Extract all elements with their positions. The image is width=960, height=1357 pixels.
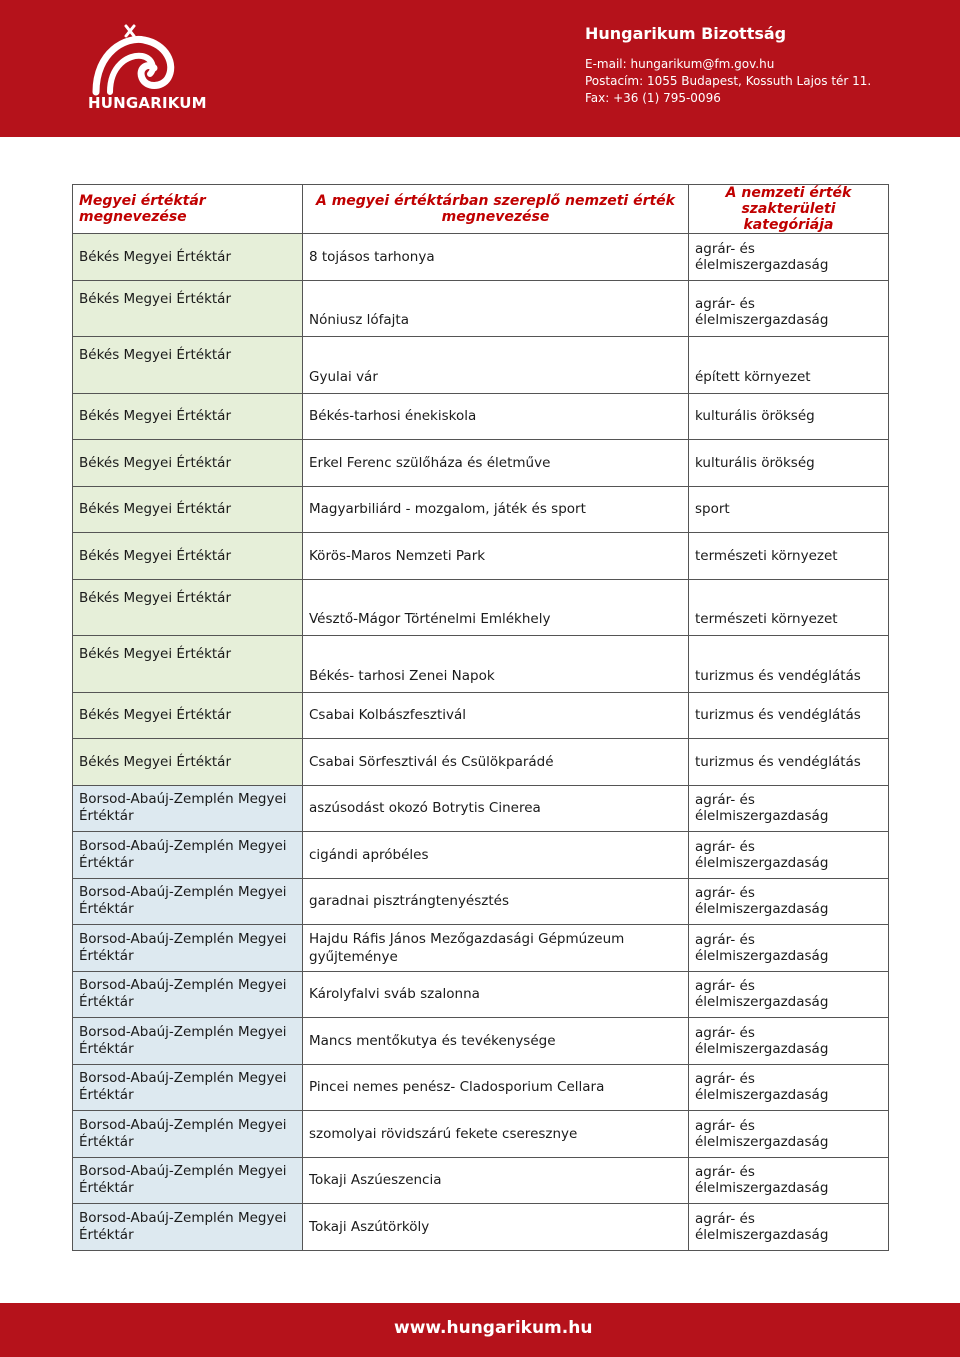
table-row xyxy=(73,1111,889,1158)
postal-address: Postacím: 1055 Budapest, Kossuth Lajos tér 11. xyxy=(585,74,872,88)
value-cell: Tokaji Aszútörköly xyxy=(303,1204,689,1251)
category-cell: agrár- és élelmiszergazdaság xyxy=(689,280,889,337)
county-cell: Borsod-Abaúj-Zemplén Megyei Értéktár xyxy=(73,878,303,925)
county-cell: Békés Megyei Értéktár xyxy=(73,739,303,786)
table-row xyxy=(73,280,889,337)
table-row xyxy=(73,533,889,580)
brand-wordmark: HUNGARIKUM xyxy=(88,94,207,112)
table-row xyxy=(73,1064,889,1111)
value-cell: Csabai Kolbászfesztivál xyxy=(303,692,689,739)
category-cell: kulturális örökség xyxy=(689,393,889,440)
county-cell: Békés Megyei Értéktár xyxy=(73,486,303,533)
category-cell: turizmus és vendéglátás xyxy=(689,739,889,786)
table-header-row xyxy=(73,185,889,234)
category-cell: természeti környezet xyxy=(689,533,889,580)
category-cell: agrár- és élelmiszergazdaság xyxy=(689,878,889,925)
values-register-table xyxy=(72,184,889,1251)
table-row xyxy=(73,785,889,832)
county-cell: Borsod-Abaúj-Zemplén Megyei Értéktár xyxy=(73,785,303,832)
category-cell: agrár- és élelmiszergazdaság xyxy=(689,1157,889,1204)
table-row xyxy=(73,1157,889,1204)
county-cell: Békés Megyei Értéktár xyxy=(73,280,303,337)
category-cell: agrár- és élelmiszergazdaság xyxy=(689,971,889,1018)
value-cell: garadnai pisztrángtenyésztés xyxy=(303,878,689,925)
value-cell: Vésztő-Mágor Történelmi Emlékhely xyxy=(303,579,689,636)
county-cell: Békés Megyei Értéktár xyxy=(73,636,303,693)
value-cell: Csabai Sörfesztivál és Csülökparádé xyxy=(303,739,689,786)
category-cell: agrár- és élelmiszergazdaság xyxy=(689,1018,889,1065)
category-cell: agrár- és élelmiszergazdaság xyxy=(689,925,889,972)
county-cell: Borsod-Abaúj-Zemplén Megyei Értéktár xyxy=(73,1111,303,1158)
letterhead xyxy=(0,0,960,137)
value-cell: Károlyfalvi sváb szalonna xyxy=(303,971,689,1018)
county-cell: Borsod-Abaúj-Zemplén Megyei Értéktár xyxy=(73,1018,303,1065)
footer-bar xyxy=(0,1303,960,1357)
category-cell: természeti környezet xyxy=(689,579,889,636)
county-cell: Békés Megyei Értéktár xyxy=(73,440,303,487)
county-cell: Borsod-Abaúj-Zemplén Megyei Értéktár xyxy=(73,1204,303,1251)
value-cell: 8 tojásos tarhonya xyxy=(303,234,689,281)
email-line[interactable]: E-mail: hungarikum@fm.gov.hu xyxy=(585,57,775,71)
contact-block xyxy=(585,24,871,107)
table-row xyxy=(73,739,889,786)
category-cell: épített környezet xyxy=(689,337,889,394)
county-cell: Borsod-Abaúj-Zemplén Megyei Értéktár xyxy=(73,925,303,972)
table-body xyxy=(73,234,889,1251)
table-row xyxy=(73,1204,889,1251)
table-row xyxy=(73,832,889,879)
table-row xyxy=(73,971,889,1018)
county-cell: Borsod-Abaúj-Zemplén Megyei Értéktár xyxy=(73,832,303,879)
value-cell: Békés- tarhosi Zenei Napok xyxy=(303,636,689,693)
value-cell: Körös-Maros Nemzeti Park xyxy=(303,533,689,580)
table-row xyxy=(73,440,889,487)
category-cell: turizmus és vendéglátás xyxy=(689,636,889,693)
county-cell: Borsod-Abaúj-Zemplén Megyei Értéktár xyxy=(73,1157,303,1204)
table-row xyxy=(73,878,889,925)
category-cell: agrár- és élelmiszergazdaság xyxy=(689,1064,889,1111)
header-category: A nemzeti érték szakterületi kategóriája xyxy=(689,185,889,234)
table-row xyxy=(73,636,889,693)
category-cell: agrár- és élelmiszergazdaság xyxy=(689,1204,889,1251)
header-county: Megyei értéktár megnevezése xyxy=(73,185,303,234)
value-cell: aszúsodást okozó Botrytis Cinerea xyxy=(303,785,689,832)
category-cell: kulturális örökség xyxy=(689,440,889,487)
value-cell: Magyarbiliárd - mozgalom, játék és sport xyxy=(303,486,689,533)
county-cell: Békés Megyei Értéktár xyxy=(73,234,303,281)
fax-line: Fax: +36 (1) 795-0096 xyxy=(585,91,721,105)
table-row xyxy=(73,692,889,739)
category-cell: agrár- és élelmiszergazdaság xyxy=(689,832,889,879)
county-cell: Békés Megyei Értéktár xyxy=(73,692,303,739)
table-row xyxy=(73,579,889,636)
value-cell: cigándi apróbéles xyxy=(303,832,689,879)
table-row xyxy=(73,486,889,533)
county-cell: Borsod-Abaúj-Zemplén Megyei Értéktár xyxy=(73,1064,303,1111)
header-value: A megyei értéktárban szereplő nemzeti érték megnevezése xyxy=(303,185,689,234)
value-cell: Mancs mentőkutya és tevékenysége xyxy=(303,1018,689,1065)
org-name: Hungarikum Bizottság xyxy=(585,24,787,43)
website-link[interactable]: www.hungarikum.hu xyxy=(394,1318,593,1338)
county-cell: Borsod-Abaúj-Zemplén Megyei Értéktár xyxy=(73,971,303,1018)
table-row xyxy=(73,337,889,394)
value-cell: szomolyai rövidszárú fekete cseresznye xyxy=(303,1111,689,1158)
value-cell: Hajdu Ráfis János Mezőgazdasági Gépmúzeum gyűjteménye xyxy=(303,925,689,972)
category-cell: turizmus és vendéglátás xyxy=(689,692,889,739)
category-cell: agrár- és élelmiszergazdaság xyxy=(689,785,889,832)
category-cell: agrár- és élelmiszergazdaság xyxy=(689,234,889,281)
county-cell: Békés Megyei Értéktár xyxy=(73,337,303,394)
table-row xyxy=(73,393,889,440)
value-cell: Erkel Ferenc szülőháza és életműve xyxy=(303,440,689,487)
table-row xyxy=(73,1018,889,1065)
value-cell: Nóniusz lófajta xyxy=(303,280,689,337)
value-cell: Tokaji Aszúeszencia xyxy=(303,1157,689,1204)
value-cell: Gyulai vár xyxy=(303,337,689,394)
table-row xyxy=(73,234,889,281)
category-cell: agrár- és élelmiszergazdaság xyxy=(689,1111,889,1158)
county-cell: Békés Megyei Értéktár xyxy=(73,579,303,636)
table-row xyxy=(73,925,889,972)
category-cell: sport xyxy=(689,486,889,533)
value-cell: Békés-tarhosi énekiskola xyxy=(303,393,689,440)
county-cell: Békés Megyei Értéktár xyxy=(73,393,303,440)
county-cell: Békés Megyei Értéktár xyxy=(73,533,303,580)
value-cell: Pincei nemes penész- Cladosporium Cellara xyxy=(303,1064,689,1111)
